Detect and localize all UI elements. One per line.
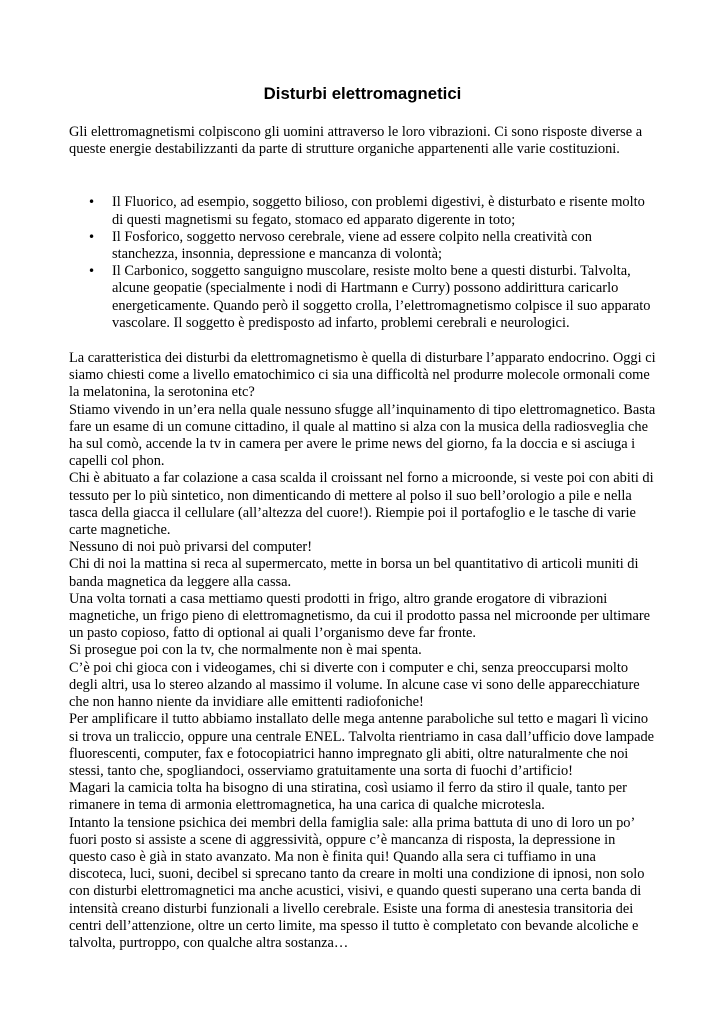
paragraph: Intanto la tensione psichica dei membri della famiglia sale: alla prima battuta di uno di loro un po’ fuori posto si assiste a scene di aggressività, oppure c’è mancanza di risposta, la depressione in questo caso è già in stato avanzato. Ma non è finita qui! Quando alla sera ci tuffiamo in una discoteca, luci, suoni, decibel si sprecano tanto da creare in molti una condizione di ipnosi, non solo con disturbi elettromagnetici ma anche acustici, visivi, e quando questi superano una certa banda di intensità creano disturbi funzionali a livello cerebrale. Esiste una forma di anestesia transitoria dei centri dell’attenzione, oltre un certo limite, ma spesso il tutto è completato con bevande alcoliche e talvolta, purtroppo, con qualche altra sostanza… <box>69 814 645 951</box>
bullet-icon: • <box>88 195 96 210</box>
paragraph: Chi è abituato a far colazione a casa scalda il croissant nel forno a microonde, si veste poi con abiti di tessuto per lo più sintetico, non dimenticando di mettere al polso il suo bell’orologio a pile e nella tasca della giacca il cellulare (all’altezza del cuore!). Riempie poi il portafoglio e le tasche di varie carte magnetiche. <box>69 470 654 539</box>
paragraph: Stiamo vivendo in un’era nella quale nessuno sfugge all’inquinamento di tipo elettromagnetico. Basta fare un esame di un comune cittadino, il quale al mattino si alza con la musica della radiosveglia che ha sul comò, accende la tv in camera per avere le prime news del giorno, fa la doccia e si asciuga i capelli col phon. <box>69 401 656 470</box>
list-item <box>88 263 656 332</box>
body-text <box>69 350 656 952</box>
paragraph: C’è poi chi gioca con i videogames, chi si diverte con i computer e chi, senza preoccuparsi molto degli altri, usa lo stereo alzando al massimo il volume. In alcune case vi sono delle apparecchiature che non hanno niente da invidiare alle emittenti radiofoniche! <box>69 659 640 711</box>
bullet-icon: • <box>88 229 96 244</box>
document-title: Disturbi elettromagnetici <box>263 84 462 103</box>
paragraph: Una volta tornati a casa mettiamo questi prodotti in frigo, altro grande erogatore di vibrazioni magnetiche, un frigo pieno di elettromagnetismo, da cui il prodotto passa nel microonde per ultimare un pasto copioso, fatto di optional ai quali l’organismo deve far fronte. <box>69 590 651 642</box>
paragraph: Nessuno di noi può privarsi del computer! <box>69 539 312 556</box>
list-item <box>88 228 656 263</box>
paragraph: Magari la camicia tolta ha bisogno di una stiratina, così usiamo il ferro da stiro il quale, tanto per rimanere in tema di armonia elettromagnetica, ha una carica di qualche microtesla. <box>69 780 627 814</box>
intro-paragraph: Gli elettromagnetismi colpiscono gli uomini attraverso le loro vibrazioni. Ci sono risposte diverse a queste energie destabilizzanti da parte di strutture organiche appartenenti alle varie costituzioni. <box>69 124 643 158</box>
list-item-text: Il Carbonico, soggetto sanguigno muscolare, resiste molto bene a questi disturbi. Talvolta, alcune geopatie (specialmente i nodi di Hartmann e Curry) possono addirittura caricarlo energeticamente. Quando però il soggetto crolla, l’elettromagnetismo colpisce il suo apparato vascolare. Il soggetto è predisposto ad infarto, problemi cerebrali e neurologici. <box>112 263 651 331</box>
paragraph: Si prosegue poi con la tv, che normalmente non è mai spenta. <box>69 642 422 659</box>
paragraph: Per amplificare il tutto abbiamo installato delle mega antenne paraboliche sul tetto e magari lì vicino si trova un traliccio, oppure una centrale ENEL. Talvolta rientriamo in casa dall’ufficio dove lampade fluorescenti, computer, fax e fotocopiatrici hanno impregnato gli abiti, oltre naturalmente che noi stessi, tanto che, spogliandoci, osserviamo gratuitamente una sorta di fuochi d’artificio! <box>69 711 655 779</box>
list-item <box>88 194 656 228</box>
constitution-list <box>69 194 656 332</box>
paragraph: La caratteristica dei disturbi da elettromagnetismo è quella di disturbare l’apparato endocrino. Oggi ci siamo chiesti come a livello ematochimico ci sia una difficoltà nel produrre molecole ormonali come la melatonina, la serotonina etc? <box>69 350 656 401</box>
list-item-text: Il Fluorico, ad esempio, soggetto bilioso, con problemi digestivi, è disturbato e risente molto di questi magnetismi su fegato, stomaco ed apparato digerente in toto; <box>112 194 645 228</box>
list-item-text: Il Fosforico, soggetto nervoso cerebrale, viene ad essere colpito nella creatività con stanchezza, insonnia, depressione e mancanza di volontà; <box>112 228 592 263</box>
paragraph: Chi di noi la mattina si reca al supermercato, mette in borsa un bel quantitativo di articoli muniti di banda magnetica da leggere alla cassa. <box>69 556 639 590</box>
bullet-icon: • <box>88 264 96 279</box>
